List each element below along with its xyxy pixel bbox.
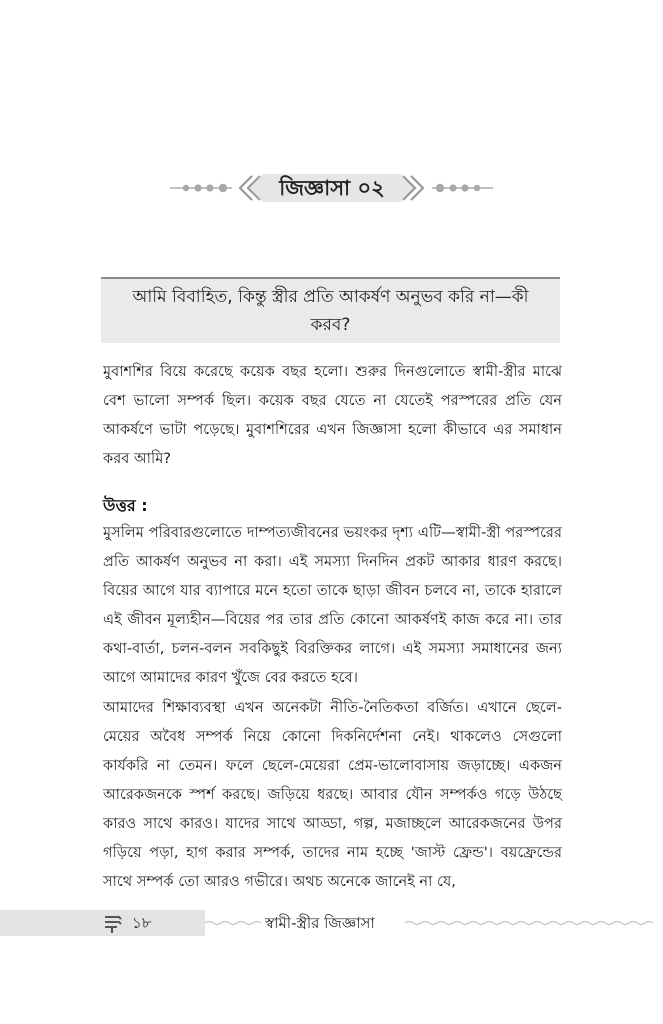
footer-book-title: স্বামী-স্ত্রীর জিজ্ঞাসা <box>265 914 375 932</box>
answer-paragraph-2: আমাদের শিক্ষাব্যবস্থা এখন অনেকটা নীতি-নৈতিকতা বর্জিত। এখানে ছেলে-মেয়ের অবৈধ সম্পর্ক নিয়ে কোনো দিকনির্দেশনা নেই। থাকলেও সেগুলো কার্যকরি না তেমন। ফলে ছেলে-মেয়েরা প্রেম-ভালোবাসায় জড়াচ্ছে। একজন আরেকজনকে স্পর্শ করছে। জড়িয়ে ধরছে। আবার যৌন সম্পর্কও গড়ে উঠছে কারও সাথে কারও। যাদের সাথে আড্ডা, গল্প, মজাচ্ছলে আরেকজনের উপর গড়িয়ে পড়া, হাগ করার সম্পর্ক, তাদের নাম হচ্ছে 'জাস্ট ফ্রেন্ড'। বয়ফ্রেন্ডের সাথে সম্পর্ক তো আরও গভীরে। অথচ অনেকে জানেই না যে, <box>103 699 562 890</box>
question-box <box>101 277 560 343</box>
chapter-title: জিজ্ঞাসা ০২ <box>279 176 385 200</box>
answer-paragraph-1: মুসলিম পরিবারগুলোতে দাম্পত্যজীবনের ভয়ংকর দৃশ্য এটি—স্বামী-স্ত্রী পরস্পরের প্রতি আকর্ষণ অনুভব না করা। এই সমস্যা দিনদিন প্রকট আকার ধারণ করছে। বিয়ের আগে যার ব্যাপারে মনে হতো তাকে ছাড়া জীবন চলবে না, তাকে হারালে এই জীবন মূল্যহীন—বিয়ের পর তার প্রতি কোনো আকর্ষণই কাজ করে না। তার কথা-বার্তা, চলন-বলন সবকিছুই বিরক্তিকর লাগে। এই সমস্যা সমাধানের জন্য আগে আমাদের কারণ খুঁজে বের করতে হবে। <box>103 524 562 686</box>
intro-paragraph: মুবাশশির বিয়ে করেছে কয়েক বছর হলো। শুরুর দিনগুলোতে স্বামী-স্ত্রীর মাঝে বেশ ভালো সম্পর্ক ছিল। কয়েক বছর যেতে না যেতেই পরস্পরের প্রতি যেন আকর্ষণে ভাটা পড়েছে। মুবাশশিরের এখন জিজ্ঞাসা হলো কীভাবে এর সমাধান করব আমি? <box>103 363 562 467</box>
answer-heading: উত্তর : <box>103 496 148 515</box>
page-number: ১৮ <box>132 914 152 932</box>
chapter-heading <box>0 168 663 208</box>
page-footer <box>0 908 663 938</box>
question-text: আমি বিবাহিত, কিন্তু স্ত্রীর প্রতি আকর্ষণ অনুভব করি না—কী করব? <box>132 287 529 335</box>
